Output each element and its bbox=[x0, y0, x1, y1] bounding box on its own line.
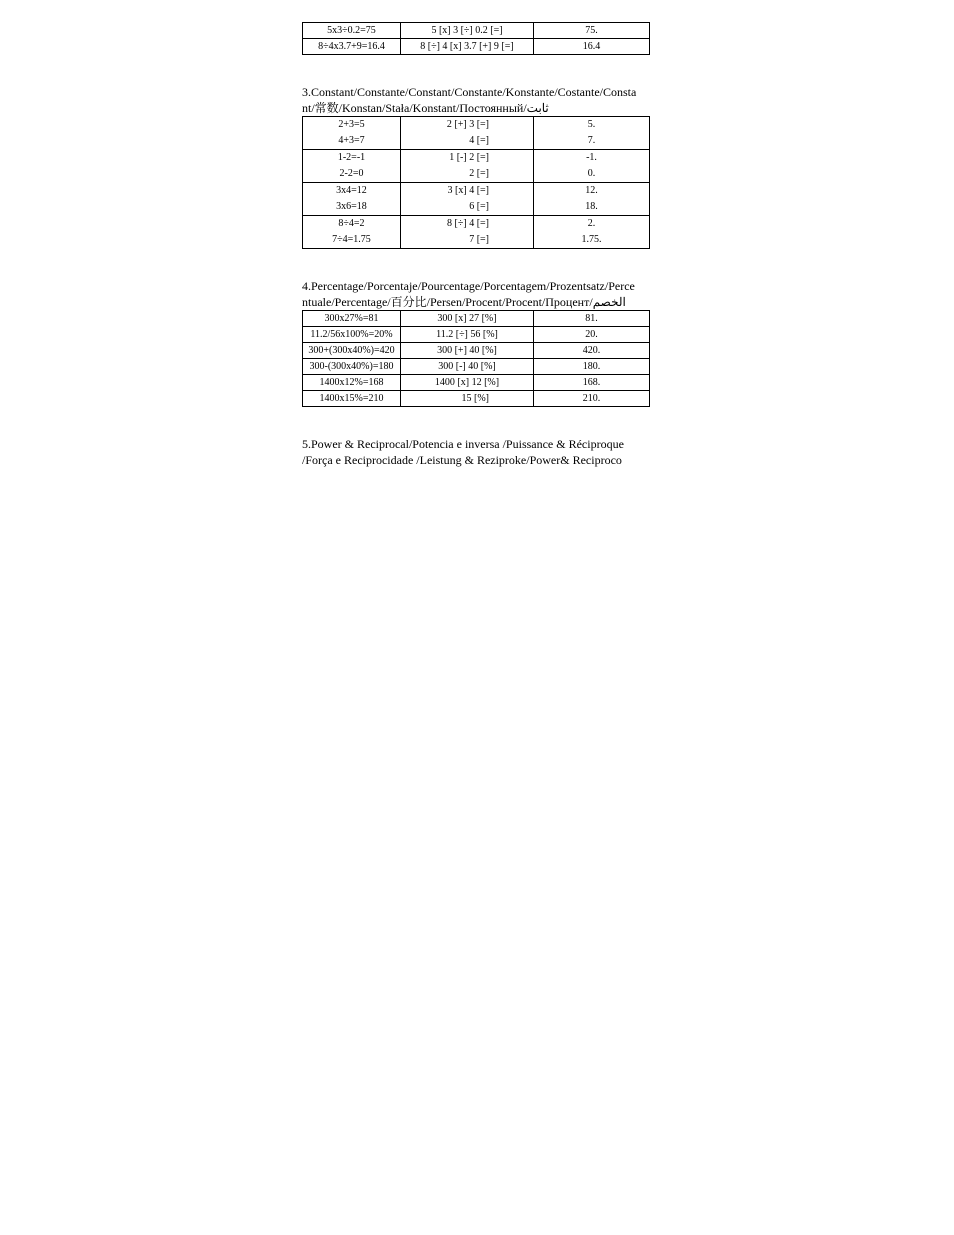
percentage-section bbox=[302, 278, 649, 407]
power-reciprocal-section bbox=[302, 436, 649, 468]
result-line: 18. bbox=[585, 201, 598, 212]
table-row bbox=[303, 150, 650, 183]
expression-line: 7÷4=1.75 bbox=[332, 234, 371, 245]
keystroke-cell: 5 [x] 3 [÷] 0.2 [=] bbox=[401, 23, 534, 39]
keystroke-line: 6 [=] bbox=[469, 201, 489, 212]
keystroke-cell bbox=[401, 216, 534, 249]
table-row bbox=[303, 183, 650, 216]
result-line: 7. bbox=[587, 135, 596, 146]
expression-line: 2-2=0 bbox=[339, 168, 364, 179]
expression-line: 3x6=18 bbox=[336, 201, 367, 212]
keystroke-line: 2 [+] 3 [=] bbox=[446, 119, 489, 130]
table-row bbox=[303, 117, 650, 150]
expression-cell: 1400x12%=168 bbox=[303, 375, 401, 391]
result-line: 12. bbox=[585, 185, 598, 196]
result-cell: 210. bbox=[534, 391, 650, 407]
expression-cell: 8÷4x3.7+9=16.4 bbox=[303, 39, 401, 55]
expression-cell: 300x27%=81 bbox=[303, 311, 401, 327]
constant-table bbox=[302, 116, 650, 249]
section-heading bbox=[302, 84, 649, 116]
expression-line: 2+3=5 bbox=[338, 119, 365, 130]
keystroke-cell bbox=[401, 117, 534, 150]
expression-line: 4+3=7 bbox=[338, 135, 365, 146]
table-row bbox=[303, 375, 650, 391]
expression-cell bbox=[303, 117, 401, 150]
expression-cell: 1400x15%=210 bbox=[303, 391, 401, 407]
table-row bbox=[303, 23, 650, 39]
keystroke-cell: 1400 [x] 12 [%] bbox=[401, 375, 534, 391]
table-row bbox=[303, 391, 650, 407]
keystroke-cell: 8 [÷] 4 [x] 3.7 [+] 9 [=] bbox=[401, 39, 534, 55]
heading-line: ntuale/Percentage/百分比/Persen/Procent/Procent/Процент/الخصم bbox=[302, 295, 626, 309]
keystroke-cell bbox=[401, 150, 534, 183]
expression-line: 3x4=12 bbox=[336, 185, 367, 196]
keystroke-cell: 11.2 [÷] 56 [%] bbox=[401, 327, 534, 343]
expression-cell bbox=[303, 150, 401, 183]
keystroke-cell: 300 [+] 40 [%] bbox=[401, 343, 534, 359]
table-row bbox=[303, 39, 650, 55]
result-line: 1.75. bbox=[581, 234, 602, 245]
heading-line: 3.Constant/Constante/Constant/Constante/Konstante/Costante/Consta bbox=[302, 85, 637, 99]
keystroke-cell: 15 [%] bbox=[401, 391, 534, 407]
keystroke-cell bbox=[401, 183, 534, 216]
constant-section bbox=[302, 84, 649, 249]
percentage-table bbox=[302, 310, 650, 407]
expression-cell: 300+(300x40%)=420 bbox=[303, 343, 401, 359]
keystroke-line: 8 [÷] 4 [=] bbox=[447, 218, 489, 229]
result-line: 0. bbox=[587, 168, 596, 179]
keystroke-line: 3 [x] 4 [=] bbox=[447, 185, 489, 196]
heading-line: 4.Percentage/Porcentaje/Pourcentage/Porcentagem/Prozentsatz/Perce bbox=[302, 279, 635, 293]
table-row bbox=[303, 216, 650, 249]
heading-line: 5.Power & Reciprocal/Potencia e inversa /Puissance & Réciproque bbox=[302, 437, 624, 451]
keystroke-line: 7 [=] bbox=[469, 234, 489, 245]
result-cell: 180. bbox=[534, 359, 650, 375]
expression-cell: 300-(300x40%)=180 bbox=[303, 359, 401, 375]
result-cell: 420. bbox=[534, 343, 650, 359]
result-cell: 75. bbox=[534, 23, 650, 39]
result-line: -1. bbox=[586, 152, 597, 163]
result-cell: 16.4 bbox=[534, 39, 650, 55]
keystroke-line: 1 [-] 2 [=] bbox=[449, 152, 489, 163]
heading-line: nt/常数/Konstan/Stała/Konstant/Постоянный/ثابت bbox=[302, 101, 549, 115]
table-row bbox=[303, 311, 650, 327]
keystroke-cell: 300 [x] 27 [%] bbox=[401, 311, 534, 327]
result-cell bbox=[534, 117, 650, 150]
result-cell bbox=[534, 216, 650, 249]
expression-line: 8÷4=2 bbox=[338, 218, 365, 229]
table-row bbox=[303, 327, 650, 343]
table-row bbox=[303, 359, 650, 375]
keystroke-line: 2 [=] bbox=[469, 168, 489, 179]
result-cell bbox=[534, 150, 650, 183]
keystroke-line: 4 [=] bbox=[469, 135, 489, 146]
keystroke-cell: 300 [-] 40 [%] bbox=[401, 359, 534, 375]
top-calc-table bbox=[302, 22, 650, 55]
document-content bbox=[302, 22, 649, 468]
result-cell bbox=[534, 183, 650, 216]
result-line: 2. bbox=[587, 218, 596, 229]
expression-cell bbox=[303, 216, 401, 249]
result-line: 5. bbox=[587, 119, 596, 130]
table-row bbox=[303, 343, 650, 359]
result-cell: 168. bbox=[534, 375, 650, 391]
section-heading bbox=[302, 436, 649, 468]
section-heading bbox=[302, 278, 649, 310]
expression-cell: 11.2/56x100%=20% bbox=[303, 327, 401, 343]
expression-line: 1-2=-1 bbox=[337, 152, 366, 163]
result-cell: 81. bbox=[534, 311, 650, 327]
heading-line: /Força e Reciprocidade /Leistung & Reziproke/Power& Reciproco bbox=[302, 453, 622, 467]
result-cell: 20. bbox=[534, 327, 650, 343]
expression-cell bbox=[303, 183, 401, 216]
expression-cell: 5x3÷0.2=75 bbox=[303, 23, 401, 39]
